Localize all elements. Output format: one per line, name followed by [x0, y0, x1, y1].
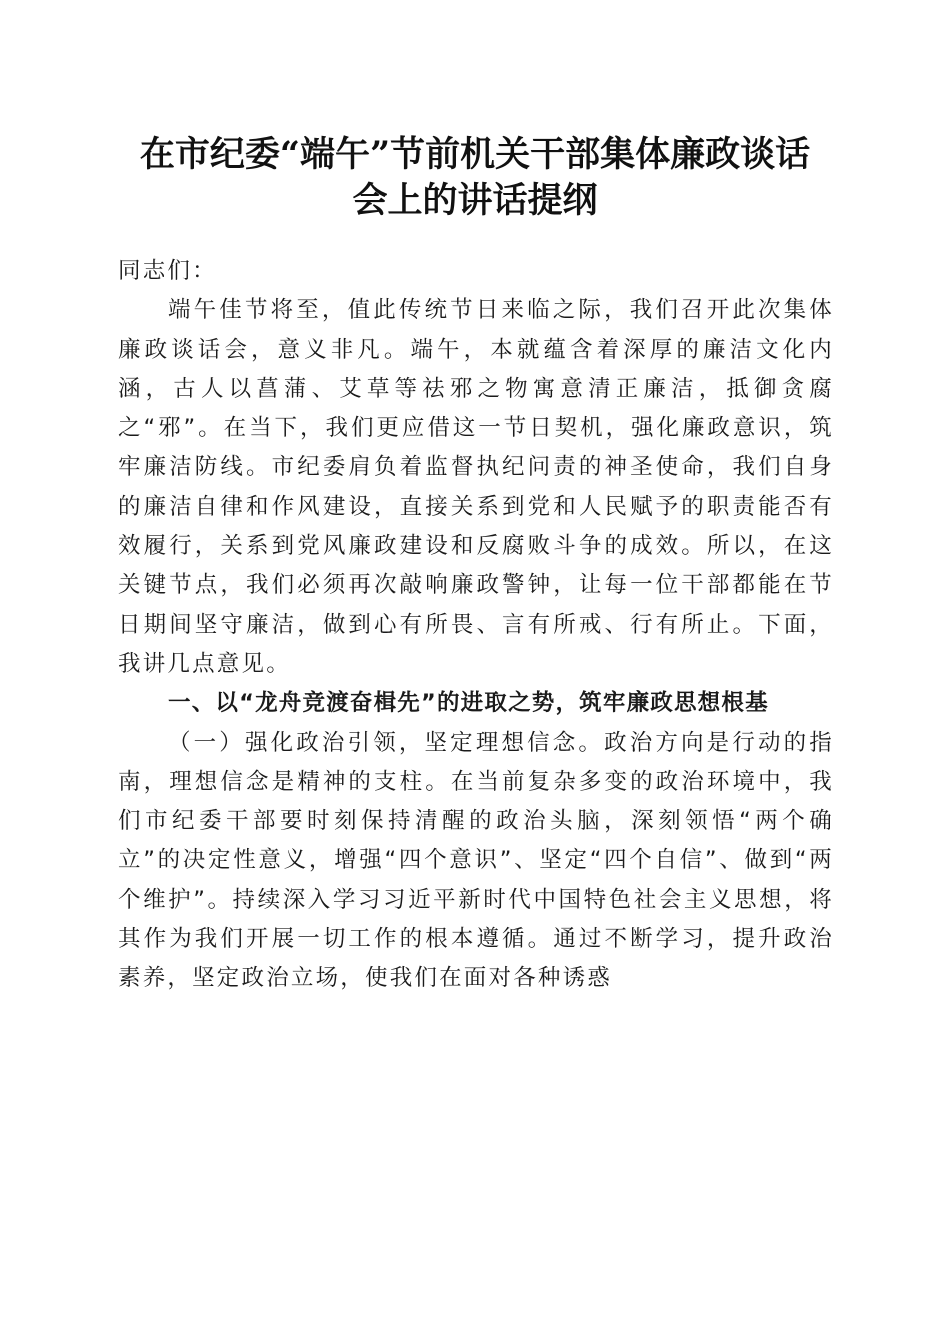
section-heading-1: 一、以“龙舟竞渡奋楫先”的进取之势，筑牢廉政思想根基: [168, 690, 769, 717]
subsection-text-1: 政治方向是行动的指南，理想信念是精神的支柱。在当前复杂多变的政治环境中，我们市纪委干部要时刻保持清醒的政治头脑，深刻领悟“两个确立”的决定性意义，增强“四个意识”、坚定“四个自信”、做到“两个维护”。持续深入学习习近平新时代中国特色社会主义思想，将其作为我们开展一切工作的根本遵循。通过不断学习，提升政治素养，坚定政治立场，使我们在面对各种诱惑: [118, 729, 834, 992]
intro-paragraph: 端午佳节将至，值此传统节日来临之际，我们召开此次集体廉政谈话会，意义非凡。端午，本就蕴含着深厚的廉洁文化内涵，古人以菖蒲、艾草等祛邪之物寓意清正廉洁，抵御贪腐之“邪”。在当下，我们更应借这一节日契机，强化廉政意识，筑牢廉洁防线。市纪委肩负着监督执纪问责的神圣使命，我们自身的廉洁自律和作风建设，直接关系到党和人民赋予的职责能否有效履行，关系到党风廉政建设和反腐败斗争的成效。所以，在这关键节点，我们必须再次敲响廉政警钟，让每一位干部都能在节日期间坚守廉洁，做到心有所畏、言有所戒、行有所止。下面，我讲几点意见。: [118, 297, 834, 677]
title-line-1: 在市纪委“端午”节前机关干部集体廉政谈话: [139, 134, 811, 175]
document-title: [118, 132, 832, 224]
title-line-2: 会上的讲话提纲: [352, 180, 598, 221]
subsection-paragraph-1: [118, 724, 834, 999]
subsection-heading-1: （一）强化政治引领，坚定理想信念。: [168, 729, 605, 756]
salutation: 同志们：: [118, 258, 217, 284]
document-body: [118, 252, 834, 999]
